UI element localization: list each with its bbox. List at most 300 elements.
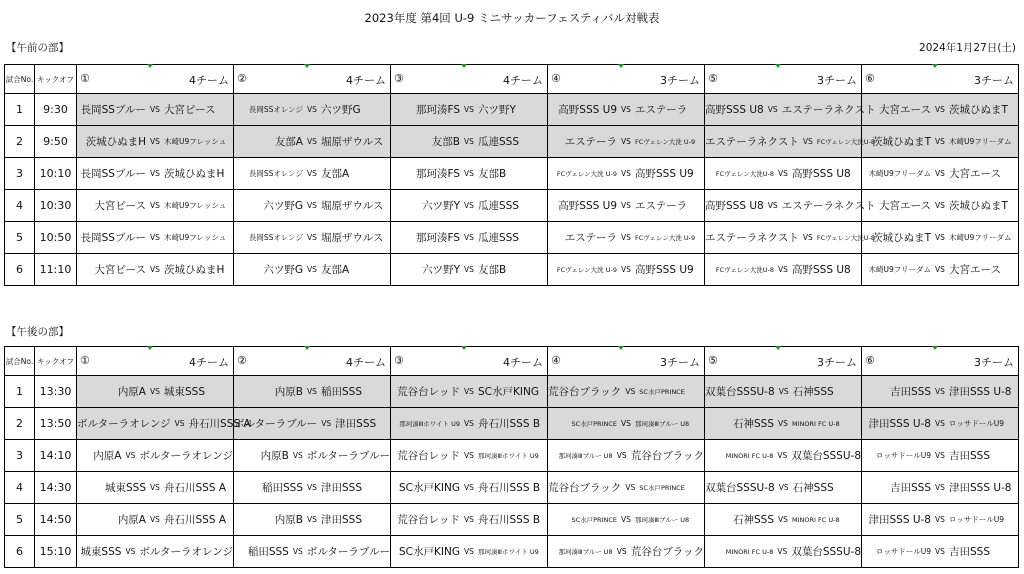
team-a: 那珂湊Ⅲブルー U8 <box>558 452 613 460</box>
team-a: 荒谷台ブラック <box>548 482 622 494</box>
morning-section-label: 【午前の部】 <box>6 42 69 54</box>
team-a: 大宮エース <box>879 200 931 212</box>
match-cell <box>391 254 548 286</box>
team-b: 石神SSS <box>792 482 834 494</box>
fixture <box>391 504 547 535</box>
fixture <box>234 94 390 125</box>
fixture <box>705 536 861 567</box>
match-row <box>5 126 1019 158</box>
vs-label: VS <box>307 265 317 274</box>
team-a: 荒谷台レッド <box>397 386 460 398</box>
match-cell <box>234 472 391 504</box>
kickoff-header: キックオフ <box>35 65 77 94</box>
team-b: ロッサドールU9 <box>949 419 1004 428</box>
team-a: 内原B <box>274 514 303 526</box>
team-a: 長岡SSオレンジ <box>248 169 303 178</box>
match-row <box>5 504 1019 536</box>
cell-flag-icon <box>461 346 467 350</box>
team-a: エステーラネクスト <box>705 136 799 148</box>
match-cell <box>548 536 705 568</box>
kickoff-time: 9:30 <box>35 94 77 126</box>
match-cell <box>391 376 548 408</box>
fixture <box>705 190 876 221</box>
fixture <box>862 536 1018 567</box>
group-header <box>391 347 548 376</box>
group-team-count: 4チーム <box>346 356 386 369</box>
group-team-count: 3チーム <box>817 74 857 87</box>
match-cell <box>705 472 862 504</box>
team-a: 長岡SSオレンジ <box>248 233 303 242</box>
team-b: 高野SSS U9 <box>635 168 694 180</box>
match-cell <box>391 408 548 440</box>
match-cell <box>705 440 862 472</box>
kickoff-time: 11:10 <box>35 254 77 286</box>
group-team-count: 4チーム <box>503 74 543 87</box>
group-number: ② <box>237 354 247 367</box>
match-cell <box>548 472 705 504</box>
fixture <box>234 126 390 157</box>
vs-label: VS <box>621 105 631 114</box>
team-a: 城東SSS <box>105 482 146 494</box>
vs-label: VS <box>778 169 788 178</box>
fixture <box>862 376 1018 407</box>
team-b: 高野SSS U8 <box>792 168 851 180</box>
team-b: FCヴェレン大洗U-8 <box>816 138 875 146</box>
match-row <box>5 190 1019 222</box>
page-title: 2023年度 第4回 U-9 ミニサッカーフェスティバル対戦表 <box>364 11 660 25</box>
cell-flag-icon <box>147 64 153 68</box>
vs-label: VS <box>621 419 631 428</box>
morning-schedule-table <box>4 64 1019 286</box>
match-cell <box>234 536 391 568</box>
match-cell <box>77 190 234 222</box>
vs-label: VS <box>625 483 636 492</box>
kickoff-time: 13:30 <box>35 376 77 408</box>
cell-flag-icon <box>618 346 624 350</box>
vs-label: VS <box>621 201 631 210</box>
match-cell <box>862 440 1019 472</box>
team-a: 内原A <box>93 450 122 462</box>
cell-flag-icon <box>461 64 467 68</box>
vs-label: VS <box>464 515 474 524</box>
match-cell <box>391 472 548 504</box>
team-b: 瓜連SSS <box>478 232 519 244</box>
fixture <box>548 472 704 503</box>
match-cell <box>234 126 391 158</box>
cell-flag-icon <box>618 64 624 68</box>
fixture <box>77 536 233 567</box>
team-a: FCヴェレン大洗U-8 <box>715 170 774 178</box>
team-a: 高野SSS U8 <box>705 104 764 116</box>
team-a: 津田SSS U-8 <box>868 514 931 526</box>
team-a: 茨城ひぬまT <box>872 232 931 244</box>
team-b: 茨城ひぬまT <box>949 104 1008 116</box>
team-a: 那珂湊Ⅲブルー U8 <box>558 548 613 556</box>
team-b: ボルターラオレンジ <box>139 546 233 558</box>
vs-label: VS <box>616 547 627 556</box>
cell-flag-icon <box>304 64 310 68</box>
match-number: 4 <box>5 472 35 504</box>
team-b: 瓜連SSS <box>478 200 519 212</box>
group-number: ① <box>80 72 90 85</box>
group-team-count: 3チーム <box>974 74 1014 87</box>
match-cell <box>77 126 234 158</box>
team-a: 六ツ野Y <box>422 200 460 212</box>
fixture <box>862 94 1018 125</box>
team-a: 友部B <box>431 136 460 148</box>
team-b: 舟石川SSS A <box>164 514 227 526</box>
fixture <box>548 190 704 221</box>
match-cell <box>391 222 548 254</box>
vs-label: VS <box>464 451 474 460</box>
fixture <box>391 222 547 253</box>
kickoff-time: 9:50 <box>35 126 77 158</box>
vs-label: VS <box>150 515 160 524</box>
match-cell <box>862 254 1019 286</box>
vs-label: VS <box>321 419 332 428</box>
team-a: 稲田SSS <box>262 482 303 494</box>
fixture <box>77 408 251 439</box>
fixture <box>862 126 1018 157</box>
vs-label: VS <box>778 515 788 524</box>
team-b: 茨城ひぬまT <box>949 200 1008 212</box>
team-a: SC水戸KING <box>399 482 460 494</box>
team-b: 津田SSS U-8 <box>949 482 1012 494</box>
kickoff-time: 13:50 <box>35 408 77 440</box>
vs-label: VS <box>935 451 945 460</box>
team-b: 堀原ザウルス <box>321 232 384 244</box>
group-team-count: 4チーム <box>503 356 543 369</box>
vs-label: VS <box>307 105 317 114</box>
fixture <box>548 254 704 285</box>
team-b: 舟石川SSS A <box>164 482 227 494</box>
vs-label: VS <box>307 169 317 178</box>
vs-label: VS <box>935 137 945 146</box>
team-a: 稲田SSS <box>247 546 289 558</box>
team-a: 高野SSS U9 <box>558 104 617 116</box>
team-b: 双葉台SSSU-8 <box>791 546 861 558</box>
team-a: 長岡SSブルー <box>80 232 146 244</box>
match-cell <box>77 254 234 286</box>
match-cell <box>77 440 234 472</box>
vs-label: VS <box>464 419 474 428</box>
fixture <box>77 504 233 535</box>
fixture <box>705 472 861 503</box>
team-b: ボルターラブルー <box>306 450 390 462</box>
fixture <box>862 254 1018 285</box>
vs-label: VS <box>464 265 474 274</box>
team-b: 木崎U9フレッシュ <box>164 137 227 146</box>
match-number: 1 <box>5 376 35 408</box>
vs-label: VS <box>778 419 788 428</box>
vs-label: VS <box>625 387 636 396</box>
vs-label: VS <box>777 547 788 556</box>
vs-label: VS <box>150 483 160 492</box>
vs-label: VS <box>307 137 317 146</box>
team-b: 荒谷台ブラック <box>630 450 704 462</box>
team-b: 木崎U9フリーダム <box>949 137 1012 146</box>
match-cell <box>548 376 705 408</box>
team-a: 内原A <box>117 514 146 526</box>
group-header <box>862 347 1019 376</box>
vs-label: VS <box>621 233 631 242</box>
fixture <box>234 408 390 439</box>
vs-label: VS <box>935 547 945 556</box>
group-number: ⑤ <box>708 354 718 367</box>
match-cell <box>862 158 1019 190</box>
match-cell <box>705 536 862 568</box>
group-header <box>862 65 1019 94</box>
fixture <box>548 222 704 253</box>
team-a: 高野SSS U9 <box>558 200 617 212</box>
fixture <box>548 536 704 567</box>
fixture <box>234 254 390 285</box>
team-a: 友部A <box>274 136 303 148</box>
team-b: SC水戸KING <box>478 386 539 398</box>
team-b: 高野SSS U8 <box>792 264 851 276</box>
team-b: エステーラネクスト <box>781 104 876 116</box>
match-cell <box>234 222 391 254</box>
fixture <box>705 222 875 253</box>
group-number: ⑥ <box>865 354 875 367</box>
group-header <box>77 65 234 94</box>
fixture <box>862 472 1018 503</box>
fixture <box>234 504 390 535</box>
fixture <box>391 440 547 471</box>
match-cell <box>234 190 391 222</box>
team-a: 大宮ピース <box>94 264 146 276</box>
vs-label: VS <box>935 387 945 396</box>
group-team-count: 4チーム <box>189 74 229 87</box>
fixture <box>77 440 233 471</box>
team-a: FCヴェレン大洗U-8 <box>715 266 774 274</box>
match-cell <box>234 408 391 440</box>
fixture <box>234 190 390 221</box>
fixture <box>705 504 861 535</box>
vs-label: VS <box>150 169 160 178</box>
fixture <box>705 158 861 189</box>
vs-label: VS <box>767 105 778 114</box>
team-a: 荒谷台レッド <box>397 514 460 526</box>
team-a: 荒谷台レッド <box>397 450 460 462</box>
vs-label: VS <box>174 419 185 428</box>
team-a: 大宮エース <box>879 104 931 116</box>
team-a: 石神SSS <box>733 418 774 430</box>
fixture <box>548 376 704 407</box>
match-cell <box>391 94 548 126</box>
group-team-count: 3チーム <box>817 356 857 369</box>
cell-flag-icon <box>147 346 153 350</box>
team-a: ボルターラブルー <box>234 418 318 430</box>
match-cell <box>234 376 391 408</box>
team-a: 大宮ピース <box>94 200 146 212</box>
fixture <box>77 254 233 285</box>
fixture <box>234 536 390 567</box>
fixture <box>391 94 547 125</box>
team-b: 石神SSS <box>792 386 834 398</box>
match-cell <box>234 254 391 286</box>
vs-label: VS <box>307 233 317 242</box>
vs-label: VS <box>464 547 474 556</box>
match-cell <box>77 536 234 568</box>
team-a: エステーラ <box>564 136 617 148</box>
match-number: 1 <box>5 94 35 126</box>
match-cell <box>77 376 234 408</box>
fixture <box>391 408 547 439</box>
team-a: エステーラネクスト <box>705 232 799 244</box>
group-header <box>705 65 862 94</box>
vs-label: VS <box>778 387 789 396</box>
vs-label: VS <box>464 169 474 178</box>
match-cell <box>862 536 1019 568</box>
team-b: 大宮エース <box>949 168 1001 180</box>
fixture <box>862 408 1018 439</box>
team-a: 双葉台SSSU-8 <box>705 386 775 398</box>
team-b: 舟石川SSS B <box>478 418 541 430</box>
match-cell <box>548 408 705 440</box>
vs-label: VS <box>935 169 945 178</box>
fixture <box>77 158 233 189</box>
fixture <box>705 408 861 439</box>
match-cell <box>391 536 548 568</box>
fixture <box>77 126 233 157</box>
vs-label: VS <box>935 515 945 524</box>
match-cell <box>862 376 1019 408</box>
fixture <box>234 158 390 189</box>
group-team-count: 4チーム <box>346 74 386 87</box>
match-cell <box>391 126 548 158</box>
team-a: 長岡SSブルー <box>80 104 146 116</box>
team-b: 堀原ザウルス <box>321 136 384 148</box>
match-row <box>5 408 1019 440</box>
team-a: SC水戸PRINCE <box>571 516 617 524</box>
team-b: 那珂湊Ⅲブルー U8 <box>635 516 690 524</box>
fixture <box>391 536 547 567</box>
match-cell <box>862 472 1019 504</box>
group-number: ⑤ <box>708 72 718 85</box>
team-a: FCヴェレン大洗 U-9 <box>556 266 617 274</box>
kickoff-time: 14:10 <box>35 440 77 472</box>
team-b: 木崎U9フレッシュ <box>164 233 227 242</box>
team-a: 吉田SSS <box>890 482 931 494</box>
match-number: 3 <box>5 158 35 190</box>
team-a: 荒谷台ブラック <box>548 386 622 398</box>
team-a: 高野SSS U8 <box>705 200 764 212</box>
group-header <box>548 65 705 94</box>
team-a: 六ツ野Y <box>422 264 460 276</box>
team-a: 内原A <box>117 386 146 398</box>
fixture <box>391 472 547 503</box>
cell-flag-icon <box>775 346 781 350</box>
fixture <box>234 440 390 471</box>
team-b: SC水戸PRINCE <box>639 484 685 492</box>
vs-label: VS <box>621 265 631 274</box>
team-b: 那珂湊Ⅲホワイト U9 <box>478 452 539 460</box>
fixture <box>77 190 233 221</box>
fixture <box>862 440 1018 471</box>
fixture <box>77 472 233 503</box>
team-a: 石神SSS <box>733 514 774 526</box>
team-b: FCヴェレン大洗U-8 <box>816 234 875 242</box>
match-row <box>5 158 1019 190</box>
match-number: 6 <box>5 254 35 286</box>
team-a: 那珂湊FS <box>415 104 460 116</box>
team-b: ボルターラオレンジ <box>139 450 233 462</box>
team-b: SC水戸PRINCE <box>639 388 685 396</box>
match-cell <box>234 440 391 472</box>
fixture <box>705 94 876 125</box>
afternoon-section-label: 【午後の部】 <box>6 326 69 338</box>
team-b: 木崎U9フリーダム <box>949 233 1012 242</box>
match-cell <box>705 254 862 286</box>
team-a: 六ツ野G <box>263 264 303 276</box>
match-cell <box>234 158 391 190</box>
vs-label: VS <box>150 387 160 396</box>
fixture <box>705 126 875 157</box>
vs-label: VS <box>292 451 303 460</box>
fixture <box>705 376 861 407</box>
team-a: MINORI FC U-8 <box>725 547 774 556</box>
group-header <box>391 65 548 94</box>
match-cell <box>862 504 1019 536</box>
vs-label: VS <box>621 169 631 178</box>
match-cell <box>705 158 862 190</box>
match-row <box>5 440 1019 472</box>
team-b: 大宮エース <box>949 264 1001 276</box>
vs-label: VS <box>802 233 813 242</box>
team-b: 瓜連SSS <box>478 136 519 148</box>
match-cell <box>862 94 1019 126</box>
vs-label: VS <box>307 483 317 492</box>
team-b: エステーラネクスト <box>781 200 876 212</box>
vs-label: VS <box>150 137 160 146</box>
fixture <box>548 94 704 125</box>
team-a: 双葉台SSSU-8 <box>705 482 775 494</box>
match-cell <box>77 222 234 254</box>
match-cell <box>391 440 548 472</box>
group-number: ③ <box>394 72 404 85</box>
match-cell <box>705 222 875 254</box>
match-cell <box>77 504 234 536</box>
team-b: FCヴェレン大洗 U-9 <box>635 138 696 146</box>
match-cell <box>234 504 391 536</box>
team-b: エステーラ <box>635 200 688 212</box>
vs-label: VS <box>150 105 160 114</box>
team-b: 堀原ザウルス <box>321 200 384 212</box>
team-b: 那珂湊Ⅲホワイト U9 <box>478 548 539 556</box>
vs-label: VS <box>464 233 474 242</box>
team-b: 津田SSS <box>335 418 377 430</box>
team-a: 内原B <box>274 386 303 398</box>
team-b: 舟石川SSS B <box>478 514 541 526</box>
team-b: FCヴェレン大洗 U-9 <box>635 234 696 242</box>
vs-label: VS <box>150 265 160 274</box>
team-a: ボルターラオレンジ <box>77 418 171 430</box>
match-number: 4 <box>5 190 35 222</box>
vs-label: VS <box>150 201 160 210</box>
team-b: エステーラ <box>635 104 688 116</box>
group-number: ③ <box>394 354 404 367</box>
fixture <box>548 158 704 189</box>
vs-label: VS <box>778 265 788 274</box>
team-a: 那珂湊FS <box>415 168 460 180</box>
vs-label: VS <box>150 233 160 242</box>
match-row <box>5 376 1019 408</box>
header-row <box>5 347 1019 376</box>
match-number: 6 <box>5 536 35 568</box>
match-cell <box>234 94 391 126</box>
team-b: 舟石川SSS A <box>188 418 251 430</box>
